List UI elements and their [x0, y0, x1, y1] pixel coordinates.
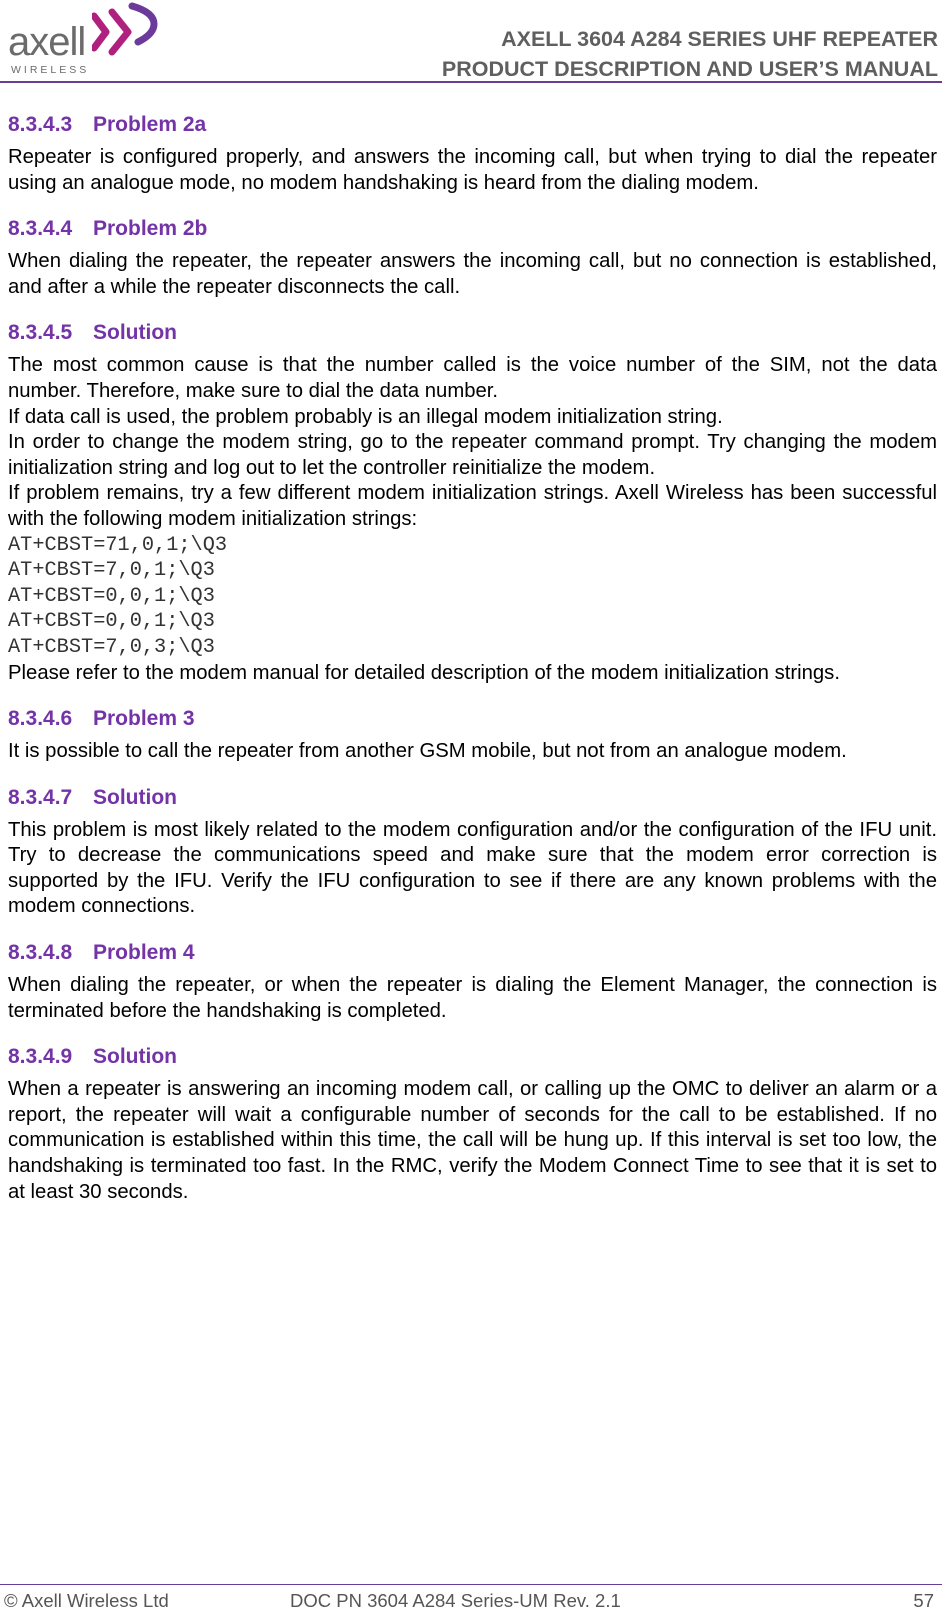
- section-8-3-4-6: [8, 706, 937, 765]
- section-paragraph: When dialing the repeater, or when the repeater is dialing the Element Manager, the connection is terminated before the handshaking is completed.: [8, 974, 937, 1022]
- section-number: 8.3.4.5: [8, 321, 73, 345]
- section-heading: [8, 1044, 937, 1069]
- section-number: 8.3.4.6: [8, 707, 73, 731]
- modem-init-string: AT+CBST=7,0,1;\Q3: [8, 559, 215, 583]
- document-title-line1: AXELL 3604 A284 SERIES UHF REPEATER: [501, 27, 938, 51]
- section-8-3-4-5: [8, 320, 937, 686]
- section-title: Solution: [93, 321, 177, 345]
- paragraph-line: If data call is used, the problem probably is an illegal modem initialization string.: [8, 405, 723, 428]
- modem-init-string: AT+CBST=7,0,3;\Q3: [8, 635, 215, 659]
- section-title: Problem 4: [93, 941, 195, 965]
- section-8-3-4-8: [8, 940, 937, 1024]
- section-8-3-4-3: [8, 112, 937, 196]
- section-title: Problem 2b: [93, 217, 208, 241]
- modem-init-string: AT+CBST=0,0,1;\Q3: [8, 584, 215, 608]
- logo-subtext: WIRELESS: [11, 64, 90, 76]
- axell-wireless-logo: [6, 2, 156, 78]
- modem-init-string: AT+CBST=0,0,1;\Q3: [8, 610, 215, 634]
- page-footer: [0, 1590, 942, 1612]
- document-title: [442, 24, 938, 84]
- section-paragraph: This problem is most likely related to the modem configuration and/or the configuration of the IFU unit. Try to decrease the communications speed and make sure that the modem error correction is supported by the IFU. Verify the IFU configuration to see if there are any known problems with the modem connections.: [8, 818, 937, 918]
- section-number: 8.3.4.8: [8, 941, 73, 965]
- section-number: 8.3.4.9: [8, 1045, 73, 1069]
- section-paragraph: [8, 353, 937, 686]
- paragraph-line: If problem remains, try a few different modem initialization strings. Axell Wireless has been successful with the following modem initialization strings:: [8, 482, 937, 530]
- footer-divider: [0, 1584, 942, 1585]
- footer-copyright: © Axell Wireless Ltd: [4, 1590, 169, 1611]
- section-heading: [8, 112, 937, 137]
- section-heading: [8, 940, 937, 965]
- section-heading: [8, 320, 937, 345]
- section-8-3-4-4: [8, 216, 937, 300]
- modem-init-string: AT+CBST=71,0,1;\Q3: [8, 533, 228, 557]
- section-paragraph: When a repeater is answering an incoming modem call, or calling up the OMC to deliver an alarm or a report, the repeater will wait a configurable number of seconds for the call to be established. If no communication is established within this time, the call will be hung up. If this interval is set too low, the handshaking is terminated too fast. In the RMC, verify the Modem Connect Time to see that it is set to at least 30 seconds.: [8, 1078, 937, 1203]
- section-number: 8.3.4.3: [8, 113, 73, 136]
- page-number: 57: [913, 1590, 934, 1611]
- section-number: 8.3.4.4: [8, 217, 73, 241]
- document-title-line2: PRODUCT DESCRIPTION AND USER’S MANUAL: [441, 57, 938, 81]
- footer-doc-ref: DOC PN 3604 A284 Series-UM Rev. 2.1: [290, 1590, 621, 1611]
- header-divider: [0, 81, 942, 83]
- section-title: Solution: [93, 1045, 177, 1069]
- logo-wordmark: axell: [8, 20, 86, 64]
- section-title: Problem 3: [93, 707, 195, 731]
- section-paragraph: Repeater is configured properly, and answers the incoming call, but when trying to dial the repeater using an analogue mode, no modem handshaking is heard from the dialing modem.: [8, 146, 937, 194]
- logo-chevron-icon: [92, 2, 160, 60]
- paragraph-line: In order to change the modem string, go to the repeater command prompt. Try changing the modem initialization string and log out to let the controller reinitialize the modem.: [8, 431, 937, 479]
- section-heading: [8, 706, 937, 731]
- page-header: [0, 0, 942, 84]
- paragraph-line: Please refer to the modem manual for detailed description of the modem initialization strings.: [8, 661, 840, 684]
- section-heading: [8, 216, 937, 241]
- section-number: 8.3.4.7: [8, 785, 73, 809]
- section-8-3-4-9: [8, 1044, 937, 1205]
- section-title: Solution: [93, 785, 177, 809]
- page-body: [8, 112, 937, 1225]
- section-paragraph: When dialing the repeater, the repeater answers the incoming call, but no connection is established, and after a while the repeater disconnects the call.: [8, 250, 937, 298]
- section-paragraph: It is possible to call the repeater from another GSM mobile, but not from an analogue modem.: [8, 740, 847, 763]
- section-heading: [8, 785, 937, 810]
- paragraph-line: The most common cause is that the number called is the voice number of the SIM, not the data number. Therefore, make sure to dial the data number.: [8, 354, 937, 402]
- section-title: Problem 2a: [93, 113, 207, 136]
- section-8-3-4-7: [8, 785, 937, 920]
